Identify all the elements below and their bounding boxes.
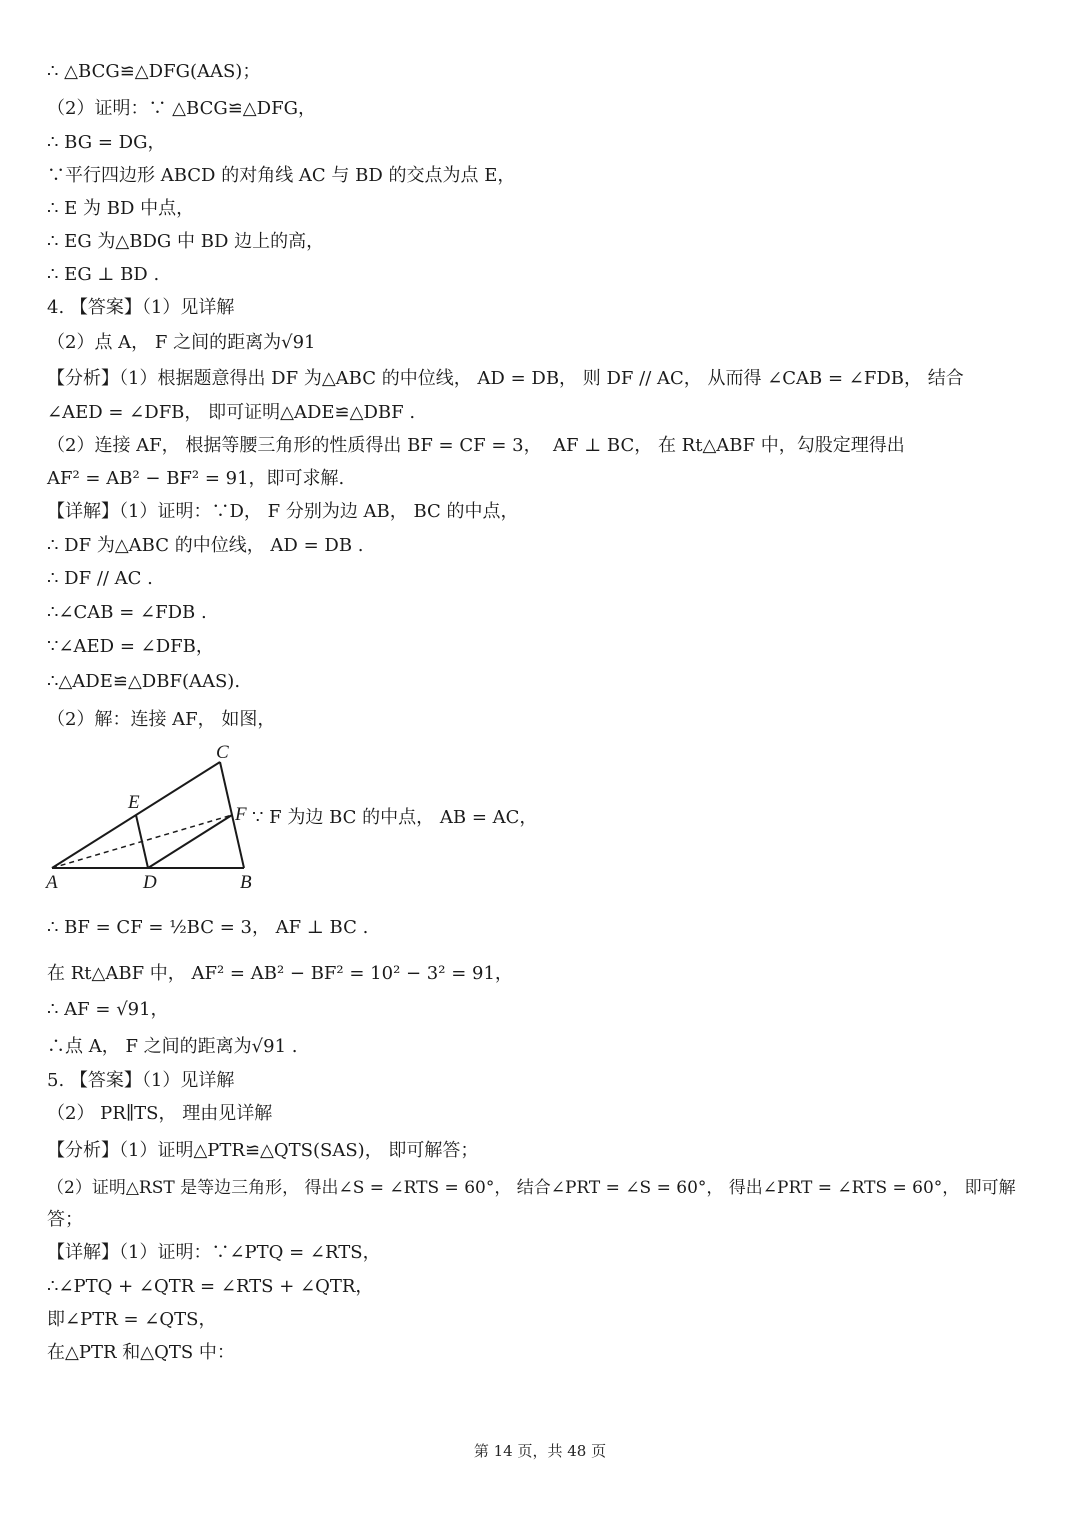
- text-line: ∴∠CAB = ∠FDB .: [47, 602, 207, 623]
- text-line: AF² = AB² − BF² = 91，即可求解.: [47, 468, 345, 489]
- page-footer: 第 14 页，共 48 页: [473, 1442, 607, 1460]
- label-f: F: [235, 804, 247, 825]
- text-line: 答；: [47, 1209, 83, 1230]
- label-c: C: [216, 742, 229, 763]
- label-e: E: [128, 792, 140, 813]
- label-a: A: [46, 872, 58, 890]
- text-line: ∴ DF // AC .: [47, 568, 153, 589]
- text-line: ∴ BF = CF = ½BC = 3， AF ⊥ BC .: [47, 917, 369, 938]
- detail-line: 【详解】（1）证明：∵∠PTQ = ∠RTS，: [47, 1242, 381, 1263]
- triangle-figure: [44, 740, 284, 890]
- text-line: ∵平行四边形 ABCD 的对角线 AC 与 BD 的交点为点 E，: [47, 165, 516, 186]
- text-line: ∵ F 为边 BC 的中点， AB = AC，: [252, 807, 538, 828]
- text-line: ∴点 A， F 之间的距离为√91 .: [47, 1036, 298, 1057]
- text-line: ∴ △BCG≌△DFG(AAS)；: [47, 61, 261, 82]
- text-line: ∴ BG = DG，: [47, 132, 166, 153]
- detail-line: 【详解】（1）证明：∵D， F 分别为边 AB， BC 的中点，: [47, 501, 519, 522]
- text-line: （2）连接 AF， 根据等腰三角形的性质得出 BF = CF = 3， AF ⊥ BC， 在 Rt△ABF 中，勾股定理得出: [47, 435, 905, 456]
- label-b: B: [240, 872, 252, 890]
- text-line: ∴ EG 为△BDG 中 BD 边上的高，: [47, 231, 325, 252]
- text-line: （2） PR∥TS， 理由见详解: [47, 1103, 273, 1124]
- text-line: （2）证明△RST 是等边三角形， 得出∠S = ∠RTS = 60°， 结合∠PRT = ∠S = 60°， 得出∠PRT = ∠RTS = 60°， 即可解: [47, 1178, 1016, 1198]
- text-line: （2）证明：∵ △BCG≌△DFG，: [47, 98, 316, 119]
- text-line: ∴ E 为 BD 中点，: [47, 198, 195, 219]
- text-line: ∵∠AED = ∠DFB，: [47, 636, 214, 657]
- segment-df: [148, 815, 232, 868]
- text-line: ∴ AF = √91，: [47, 999, 169, 1020]
- label-d: D: [143, 872, 157, 890]
- analysis-line: 【分析】（1）根据题意得出 DF 为△ABC 的中位线， AD = DB， 则 DF // AC， 从而得 ∠CAB = ∠FDB， 结合: [47, 368, 964, 389]
- text-line: （2）点 A， F 之间的距离为√91: [47, 332, 316, 353]
- text-line: ∠AED = ∠DFB， 即可证明△ADE≌△DBF .: [47, 402, 416, 423]
- text-line: ∴∠PTQ + ∠QTR = ∠RTS + ∠QTR，: [47, 1276, 374, 1297]
- text-line: ∴ DF 为△ABC 的中位线， AD = DB .: [47, 535, 364, 556]
- question-number: 5. 【答案】（1）见详解: [47, 1070, 235, 1091]
- text-line: ∴△ADE≌△DBF(AAS).: [47, 671, 241, 692]
- text-line: （2）解：连接 AF， 如图，: [47, 709, 276, 730]
- text-line: 即∠PTR = ∠QTS，: [47, 1309, 217, 1330]
- text-line: ∴ EG ⊥ BD .: [47, 264, 160, 285]
- text-line: 在△PTR 和△QTS 中：: [47, 1342, 235, 1363]
- segment-af-dashed: [52, 815, 232, 868]
- text-line: 在 Rt△ABF 中， AF² = AB² − BF² = 10² − 3² = 91，: [47, 963, 513, 984]
- question-number: 4. 【答案】（1）见详解: [47, 297, 235, 318]
- analysis-line: 【分析】（1）证明△PTR≌△QTS(SAS)， 即可解答；: [47, 1140, 479, 1161]
